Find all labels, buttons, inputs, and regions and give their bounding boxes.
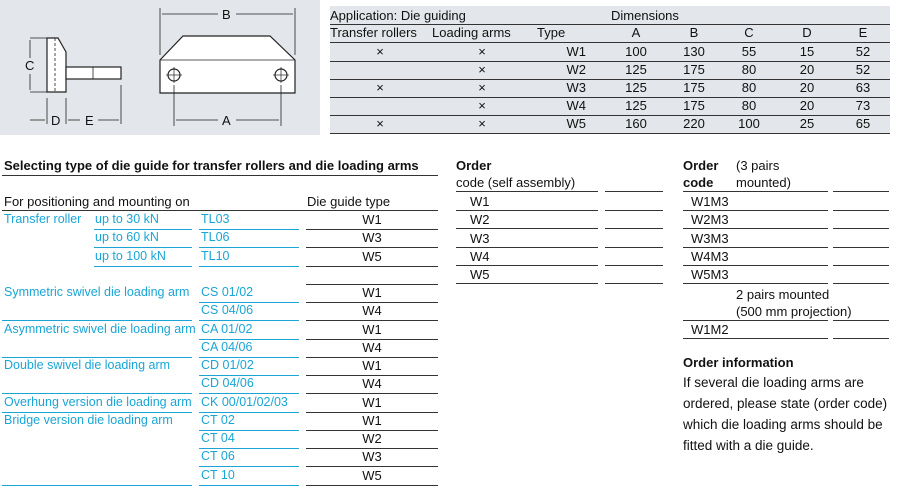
dim-label-d: D: [51, 113, 61, 128]
dim-value-b: 175: [683, 98, 705, 113]
transfer-roller-label: Transfer roller: [4, 212, 82, 226]
dim-value-a: 125: [625, 80, 647, 95]
col-loading-arms: Loading arms: [432, 25, 511, 40]
dim-value-d: 20: [799, 62, 815, 77]
order-self-subtitle: code (self assembly): [456, 175, 576, 190]
die-guide-type: W4: [362, 303, 382, 319]
order-mounted-title: Order: [683, 158, 719, 173]
arm-code: CS 04/06: [201, 303, 254, 318]
die-guide-type: W1: [362, 285, 382, 300]
two-pairs-note: 2 pairs mounted: [736, 287, 830, 302]
order-info-line: ordered, please state (order code): [683, 396, 888, 411]
order-info-line: If several die loading arms are: [683, 375, 864, 390]
die-guide-type: W1: [362, 212, 382, 227]
dim-value-a: 160: [625, 116, 647, 131]
dim-label-b: B: [222, 7, 231, 22]
dim-value-c: 100: [738, 116, 760, 131]
die-guide-type: W1: [362, 321, 382, 337]
col-d: D: [802, 25, 812, 40]
dim-value-e: 52: [855, 62, 871, 77]
dim-value-e: 73: [855, 98, 871, 113]
order-info-text: [683, 372, 887, 456]
dim-value-c: 80: [741, 98, 757, 113]
type-cell: W4: [566, 98, 586, 113]
order-code-self: W2: [470, 212, 490, 228]
order-code-mounted: W3M3: [691, 230, 729, 246]
dim-value-a: 125: [625, 98, 647, 113]
dim-value-b: 175: [683, 80, 705, 95]
die-guide-type: W3: [362, 230, 382, 246]
dim-value-e: 65: [855, 116, 871, 131]
technical-drawing: [0, 0, 320, 135]
arm-group-name: Symmetric swivel die loading arm: [4, 285, 190, 299]
col-type: Type: [537, 25, 566, 40]
loading-mark: ×: [478, 116, 486, 131]
order-code-self: W5: [470, 267, 490, 282]
die-guide-type: W3: [362, 449, 382, 465]
die-guide-type: W5: [362, 467, 382, 483]
arm-group-name: Double swivel die loading arm: [4, 358, 171, 372]
col-e: E: [858, 25, 868, 40]
die-guide-type: W4: [362, 376, 382, 392]
arm-group-name: Asymmetric swivel die loading arm: [4, 321, 196, 336]
arm-code: CA 04/06: [201, 339, 253, 354]
order-code-mounted: W2M3: [691, 212, 729, 228]
type-cell: W2: [566, 62, 586, 77]
col-transfer-rollers: Transfer rollers: [330, 25, 417, 40]
transfer-mark: ×: [376, 44, 384, 59]
transfer-load: up to 30 kN: [95, 212, 159, 226]
transfer-code: TL03: [201, 212, 230, 226]
order-code-self: W4: [470, 248, 490, 264]
dim-value-b: 220: [683, 116, 705, 131]
dim-label-c: C: [25, 58, 35, 73]
dim-value-d: 25: [799, 116, 815, 131]
order-info-line: which die loading arms should be: [683, 417, 883, 432]
selection-title: Selecting type of die guide for transfer rollers and die loading arms: [4, 158, 419, 173]
dim-label-e: E: [85, 113, 94, 128]
dim-value-d: 20: [799, 98, 815, 113]
dim-value-c: 80: [741, 80, 757, 95]
order-mounted-subtitle: code: [683, 175, 714, 190]
arm-code: CT 06: [201, 449, 235, 464]
transfer-mark: ×: [376, 80, 384, 95]
dim-value-c: 55: [741, 44, 757, 59]
dim-value-b: 130: [683, 44, 705, 59]
type-cell: W5: [566, 116, 586, 131]
order-self-title: Order: [456, 158, 492, 173]
arm-group-name: Overhung version die loading arm: [4, 394, 192, 409]
order-code-w1m2: W1M2: [691, 322, 729, 337]
dim-value-a: 100: [625, 44, 647, 59]
transfer-code: TL10: [201, 248, 230, 263]
application-heading: Application: Die guiding: [330, 8, 466, 23]
dim-value-d: 15: [799, 44, 815, 59]
order-code-self: W1: [470, 194, 490, 209]
arm-code: CT 10: [201, 467, 235, 482]
die-guide-type: W1: [362, 358, 382, 373]
loading-mark: ×: [478, 44, 486, 59]
col-c: C: [744, 25, 754, 40]
loading-mark: ×: [478, 80, 486, 95]
order-code-self: W3: [470, 230, 490, 246]
order-code-mounted: W5M3: [691, 267, 729, 282]
die-guide-type: W1: [362, 412, 382, 428]
arm-group-name: Bridge version die loading arm: [4, 412, 173, 427]
transfer-code: TL06: [201, 230, 230, 245]
arm-code: CK 00/01/02/03: [201, 394, 288, 409]
die-guide-drawing: [0, 0, 320, 135]
dim-value-c: 80: [741, 62, 757, 77]
dim-value-d: 20: [799, 80, 815, 95]
transfer-load: up to 60 kN: [95, 230, 159, 245]
projection-note: (500 mm projection): [736, 304, 852, 319]
dim-value-a: 125: [625, 62, 647, 77]
pairs-line-a: (3 pairs: [736, 158, 780, 173]
type-cell: W1: [566, 44, 586, 59]
order-code-mounted: W4M3: [691, 248, 729, 264]
col-positioning: For positioning and mounting on: [4, 194, 190, 209]
transfer-load: up to 100 kN: [95, 248, 166, 263]
dim-value-e: 63: [855, 80, 871, 95]
transfer-mark: ×: [376, 116, 384, 131]
col-die-guide-type: Die guide type: [307, 194, 391, 209]
loading-mark: ×: [478, 62, 486, 77]
type-cell: W3: [566, 80, 586, 95]
loading-mark: ×: [478, 98, 486, 113]
arm-code: CD 01/02: [201, 358, 254, 372]
order-code-mounted: W1M3: [691, 194, 729, 209]
arm-code: CS 01/02: [201, 285, 254, 299]
order-info-title: Order information: [683, 355, 794, 370]
arm-code: CD 04/06: [201, 376, 254, 391]
die-guide-type: W1: [362, 394, 382, 410]
order-info-line: fitted with a die guide.: [683, 438, 814, 453]
col-b: B: [689, 25, 699, 40]
dim-value-e: 52: [855, 44, 871, 59]
dim-label-a: A: [222, 113, 231, 128]
dim-value-b: 175: [683, 62, 705, 77]
die-guide-type: W4: [362, 339, 382, 355]
die-guide-type: W5: [362, 248, 382, 264]
dimensions-heading: Dimensions: [611, 8, 679, 23]
arm-code: CT 04: [201, 431, 235, 445]
arm-code: CT 02: [201, 412, 235, 427]
die-guide-type: W2: [362, 431, 382, 446]
dimensions-table: [330, 6, 890, 134]
pairs-line-b: mounted): [736, 175, 791, 190]
arm-code: CA 01/02: [201, 321, 253, 336]
col-a: A: [631, 25, 641, 40]
